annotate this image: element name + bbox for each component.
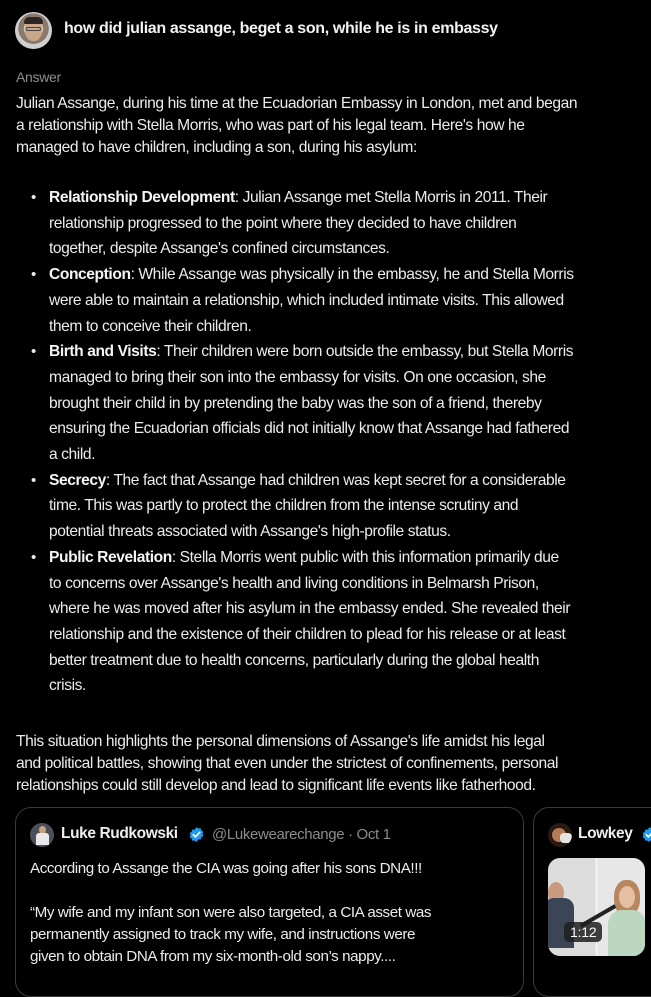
tweet-author-avatar[interactable] xyxy=(30,823,54,847)
tweet-text-line: “My wife and my infant son were also targeted, a CIA asset was xyxy=(30,904,432,921)
avatar-hair xyxy=(24,17,43,24)
bullet-title: Public Revelation xyxy=(49,548,172,566)
verified-badge-icon xyxy=(188,826,205,843)
thumbnail-person xyxy=(608,910,645,956)
bullet-item xyxy=(31,339,574,468)
bullet-text: : Their children were born outside the embassy, but Stella Morris xyxy=(156,343,574,361)
verified-badge-icon xyxy=(641,826,651,843)
bullet-text: relationship progressed to the point where they decided to have children xyxy=(49,214,517,232)
closing-line: and political battles, showing that even under the strictest of confinements, personal xyxy=(16,755,559,772)
closing-line: relationships could still develop and lead to significant life events like fatherhood. xyxy=(16,777,536,794)
tweet-date[interactable]: Oct 1 xyxy=(356,826,391,843)
tweet-text xyxy=(30,858,431,968)
bullet-title: Birth and Visits xyxy=(49,343,157,361)
answer-intro xyxy=(16,93,577,159)
bullet-title: Conception xyxy=(49,266,131,284)
bullet-text: crisis. xyxy=(49,677,86,695)
answer-closing xyxy=(16,731,558,797)
user-avatar xyxy=(15,12,52,49)
bullet-title: Secrecy xyxy=(49,471,106,489)
bullet-text: : Stella Morris went public with this information primarily due xyxy=(171,548,559,566)
tweet-author-name[interactable]: Lowkey xyxy=(578,825,633,842)
bullet-text: to concerns over Assange's health and living conditions in Belmarsh Prison, xyxy=(49,574,539,592)
avatar-glasses xyxy=(26,27,41,31)
tweet-author-avatar[interactable] xyxy=(548,823,572,847)
bullet-text: : While Assange was physically in the embassy, he and Stella Morris xyxy=(130,266,574,284)
tweet-card[interactable] xyxy=(15,807,524,997)
bullet-text: where he was moved after his asylum in the embassy ended. She revealed their xyxy=(49,600,571,618)
bullet-text: a child. xyxy=(49,446,96,464)
tweet-text-line: given to obtain DNA from my six-month-old son’s nappy.... xyxy=(30,948,396,965)
bullet-text: : The fact that Assange had children was kept secret for a considerable xyxy=(105,471,566,489)
query-text: how did julian assange, beget a son, while he is in embassy xyxy=(64,20,498,37)
intro-line: Julian Assange, during his time at the Ecuadorian Embassy in London, met and began xyxy=(16,95,578,112)
closing-line: This situation highlights the personal dimensions of Assange's life amidst his legal xyxy=(16,733,545,750)
bullet-title: Relationship Development xyxy=(49,189,235,206)
bullet-item xyxy=(31,262,574,339)
bullet-text: better treatment due to health concerns, particularly during the global health xyxy=(49,651,539,669)
tweet-text-line: permanently assigned to track my wife, and instructions were xyxy=(30,926,416,943)
tweet-text-line: According to Assange the CIA was going after his sons DNA!!! xyxy=(30,860,422,877)
bullet-dot-icon: • xyxy=(31,189,37,206)
bullet-text: time. This was partly to protect the children from the intense scrutiny and xyxy=(49,497,519,515)
bullet-item xyxy=(31,185,574,262)
bullet-text: together, despite Assange's confined circumstances. xyxy=(49,240,390,258)
tweet-handle[interactable]: @Lukewearechange xyxy=(212,826,345,843)
bullet-text: relationship and the existence of their children to plead for his release or at least xyxy=(49,625,566,643)
video-duration: 1:12 xyxy=(564,922,602,942)
separator-dot: · xyxy=(348,826,353,843)
bullet-dot-icon: • xyxy=(31,548,37,566)
bullet-text: potential threats associated with Assange's high-profile status. xyxy=(49,523,451,541)
video-thumbnail[interactable] xyxy=(548,858,645,956)
bullet-dot-icon: • xyxy=(31,471,37,489)
thumbnail-person xyxy=(619,886,635,908)
bullet-item xyxy=(31,468,574,545)
answer-bullet-list xyxy=(31,185,574,699)
bullet-dot-icon: • xyxy=(31,343,37,361)
intro-line: a relationship with Stella Morris, who was part of his legal team. Here's how he xyxy=(16,117,525,134)
bullet-dot-icon: • xyxy=(31,266,37,284)
bullet-text: managed to bring their son into the embassy for visits. On one occasion, she xyxy=(49,368,546,386)
intro-line: managed to have children, including a son, during his asylum: xyxy=(16,139,417,156)
answer-label: Answer xyxy=(16,69,61,85)
bullet-text: ensuring the Ecuadorian officials did not initially know that Assange had fathered xyxy=(49,420,570,438)
bullet-text: : Julian Assange met Stella Morris in 2011. Their xyxy=(234,189,548,206)
tweet-card[interactable] xyxy=(533,807,651,997)
bullet-text: were able to maintain a relationship, which included intimate visits. This allowed xyxy=(49,291,564,309)
tweet-author-name[interactable]: Luke Rudkowski xyxy=(61,825,178,842)
bullet-text: them to conceive their children. xyxy=(49,317,252,335)
tweet-text-gap xyxy=(30,880,431,902)
tweet-handle-line xyxy=(212,826,391,843)
bullet-item xyxy=(31,545,574,699)
bullet-text: brought their child in by pretending the baby was the son of a friend, thereby xyxy=(49,394,542,412)
